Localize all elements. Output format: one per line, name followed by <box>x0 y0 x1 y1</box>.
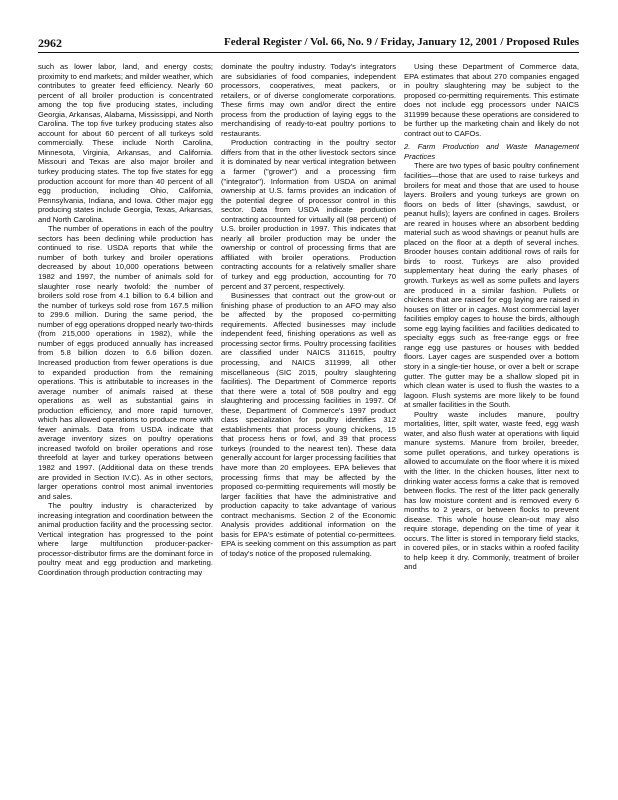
text-column-1 <box>38 62 213 787</box>
paragraph: Poultry waste includes manure, poultry mortalities, litter, spilt water, waste feed, egg wash water, and also flush water at operations with liquid manure systems. Manure from broiler, breeder, some pullet operations, and turkey operations is allowed to accumulate on the floor where it is mixed with the litter. In the chicken houses, litter next to drinking water access forms a cake that is removed between flocks. The rest of the litter pack generally has low moisture content and is removed every 6 months to 2 years, or between flocks to prevent disease. This whole house clean-out may also require storage, depending on the time of year it occurs. The litter is stored in temporary field stacks, in covered piles, or in stacks within a roofed facility to help keep it dry. Commonly, treatment of broiler and <box>404 409 579 572</box>
paragraph: The poultry industry is characterized by increasing integration and coordination between the animal production facility and the processing sector. Vertical integration has progressed to the point where large multifunction producer-packer-processor-distributor firms are the dominant force in poultry meat and egg production and marketing. Coordination through production contracting may <box>38 501 213 577</box>
text-column-2 <box>221 62 396 787</box>
header-rule <box>38 52 579 53</box>
section-heading: 2. Farm Production and Waste Management Practices <box>404 142 579 161</box>
paragraph: such as lower labor, land, and energy costs; proximity to end markets; and milder weather, which contributes to greater feed efficiency. Nearly 60 percent of all broiler production is concentrated among the top five producing states, including Georgia, Arkansas, Alabama, Mississippi, and North Carolina. The top five turkey producing states also account for about 60 percent of all turkeys sold commercially. These include North Carolina, Minnesota, Virginia, Arkansas, and California. Missouri and Texas are also major broiler and turkey producing states. The top five states for egg production account for more than 40 percent of all egg production, including Ohio, California, Pennsylvania, Indiana, and Iowa. Other major egg producing states include Georgia, Texas, Arkansas, and North Carolina. <box>38 62 213 224</box>
page-header <box>38 36 579 50</box>
text-column-3 <box>404 62 579 787</box>
page-number: 2962 <box>38 36 62 50</box>
paragraph: Businesses that contract out the grow-out or finishing phase of production to an AFO may also be affected by the proposed co-permitting requirements. Affected businesses may include independent feed, finishing operations as well as processing sector firms. Poultry processing facilities are classified under NAICS 311615, poultry processing, and NAICS 311999, all other miscellaneous (SIC 2015, poultry slaughtering facilities). The Department of Commerce reports that there were a total of 508 poultry and egg slaughtering and processing facilities in 1997. Of these, Department of Commerce's 1997 product class specialization for poultry identifies 312 establishments that process young chickens, 15 that process hens or fowl, and 39 that process turkeys (rounded to the nearest ten). These data generally account for larger processing facilities that have more than 20 employees. EPA believes that processing firms that may be affected by the proposed co-permitting requirements will mostly be larger facilities that have the administrative and production capacity to take advantage of various contract mechanisms. Section 2 of the Economic Analysis provides additional information on the basis for EPA's estimate of potential co-permittees. EPA is seeking comment on this assumption as part of today's notice of the proposed rulemaking. <box>221 291 396 558</box>
paragraph: The number of operations in each of the poultry sectors has been declining while production has continued to rise. USDA reports that while the number of both turkey and broiler operations decreased by about 10,000 operations between 1982 and 1997, the number of animals sold for slaughter rose nearly twofold: the number of broilers sold rose from 4.1 billion to 6.4 billion and the number of turkeys sold rose from 167.5 million to 299.6 million. During the same period, the number of egg operations dropped nearly two-thirds (from 215,000 operations in 1982), while the number of eggs produced annually has increased from 5.8 billion dozen to 6.6 billion dozen. Increased production from fewer operations is due to expanded production from the remaining operations. This is attributable to increases in the average number of animals raised at these operations as well as substantial gains in production efficiency, and more rapid turnover, which has allowed operations to produce more with fewer animals. Data from USDA indicate that average inventory sizes on poultry operations increased twofold on broiler operations and rose threefold at layer and turkey operations between 1982 and 1997. (Additional data on these trends are provided in Section IV.C). As in other sectors, larger operations control most animal inventories and sales. <box>38 224 213 501</box>
paragraph: Using these Department of Commerce data, EPA estimates that about 270 companies engaged in poultry slaughtering may be subject to the proposed co-permitting requirements. This estimate does not include egg processors under NAICS 311999 because these operations are considered to be further up the marketing chain and likely do not contract out to CAFOs. <box>404 62 579 138</box>
paragraph: Production contracting in the poultry sector differs from that in the other livestock sectors since it is dominated by near vertical integration between a farmer ("grower") and a processing firm ("integrator"). Information from USDA on animal ownership at U.S. farms provides an indication of the potential degree of processor control in this sector. Data from USDA indicate production contracting accounted for virtually all (98 percent) of U.S. broiler production in 1997. This indicates that nearly all broiler production may be under the ownership or control of processing firms that are affiliated with broiler operations. Production contracting accounts for a relatively smaller share of turkey and egg production, accounting for 70 percent and 37 percent, respectively. <box>221 138 396 291</box>
header-title: Federal Register / Vol. 66, No. 9 / Friday, January 12, 2001 / Proposed Rules <box>224 36 579 48</box>
paragraph: There are two types of basic poultry confinement facilities—those that are used to raise turkeys and broilers for meat and those that are used to house layers. Broilers and young turkeys are grown on floors on beds of litter (shavings, sawdust, or peanut hulls); layers are confined in cages. Broilers are reared in houses where an absorbent bedding material such as wood shavings or peanut hulls are placed on the floor at a depth of several inches. Brooder houses contain additional rows of rails for birds to roost. Turkeys are also provided supplementary heat during the early phases of growth. Turkeys as well as some pullets and layers are produced in a similar fashion. Pullets or chickens that are raised for egg laying are raised in houses on litter or in cages. Most commercial layer facilities employ cages to house the birds, although some egg laying facilities and facilities dedicated to specialty eggs such as free-range eggs or free range egg use pastures or houses with bedded floors. Layer cages are suspended over a bottom story in a single-tier house, or over a belt or scrape gutter. The gutter may be a shallow sloped pit in which clean water is used to flush the wastes to a lagoon. Flush systems are more likely to be found at smaller facilities in the South. <box>404 161 579 410</box>
paragraph: dominate the poultry industry. Today's integrators are subsidiaries of food companies, independent processors, cooperatives, meat packers, or retailers, or of diverse conglomerate corporations. These firms may own and/or direct the entire process from the production of laying eggs to the merchandising of ready-to-eat poultry portions to restaurants. <box>221 62 396 138</box>
